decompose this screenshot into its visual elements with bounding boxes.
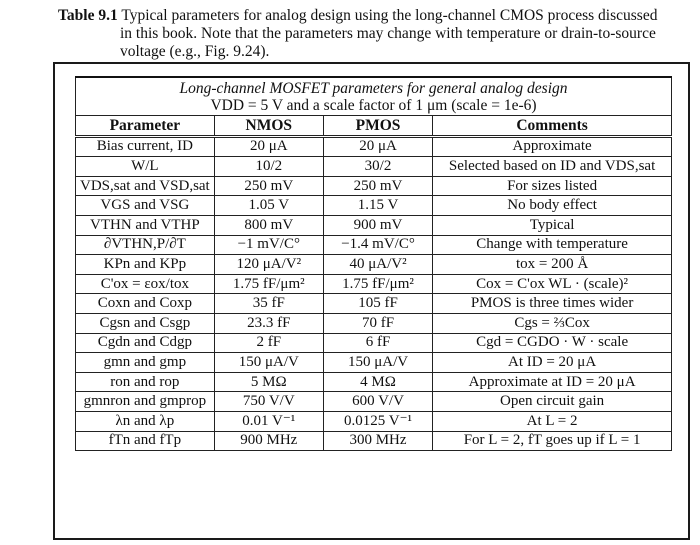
header-row [76,116,672,137]
pmos-cell: 70 fF [323,313,432,333]
table-row [76,353,672,373]
comment-cell: For sizes listed [433,176,672,196]
comment-cell: Cgd = CGDO · W · scale [433,333,672,353]
pmos-cell: 300 MHz [323,431,432,451]
pmos-cell: 30/2 [323,157,432,177]
comment-cell: Cgs = ⅔Cox [433,313,672,333]
table-row [76,196,672,216]
nmos-cell: 35 fF [214,294,323,314]
pmos-cell: 1.75 fF/μm² [323,274,432,294]
header-parameter: Parameter [76,116,215,137]
table-row [76,235,672,255]
caption-line-3: voltage (e.g., Fig. 9.24). [120,43,270,60]
comment-cell: At L = 2 [433,411,672,431]
parameter-cell: VDS,sat and VSD,sat [76,176,215,196]
table-body [76,136,672,451]
table-row [76,294,672,314]
pmos-cell: 250 mV [323,176,432,196]
parameter-cell: W/L [76,157,215,177]
table-row [76,176,672,196]
table-title-line-2: VDD = 5 V and a scale factor of 1 μm (scale = 1e-6) [210,97,537,114]
nmos-cell: 800 mV [214,215,323,235]
nmos-cell: 120 μA/V² [214,255,323,275]
parameter-cell: KPn and KPp [76,255,215,275]
header-pmos: PMOS [323,116,432,137]
parameter-cell: Coxn and Coxp [76,294,215,314]
pmos-cell: 0.0125 V⁻¹ [323,411,432,431]
table-row [76,157,672,177]
comment-cell: PMOS is three times wider [433,294,672,314]
table-title [76,77,672,116]
comment-cell: Approximate at ID = 20 μA [433,372,672,392]
comment-cell: Typical [433,215,672,235]
pmos-cell: 150 μA/V [323,353,432,373]
pmos-cell: 1.15 V [323,196,432,216]
comment-cell: Selected based on ID and VDS,sat [433,157,672,177]
pmos-cell: 105 fF [323,294,432,314]
parameter-cell: ron and rop [76,372,215,392]
nmos-cell: 0.01 V⁻¹ [214,411,323,431]
nmos-cell: 900 MHz [214,431,323,451]
comment-cell: No body effect [433,196,672,216]
parameter-cell: Bias current, ID [76,136,215,157]
table-row [76,333,672,353]
table-row [76,392,672,412]
parameter-cell: gmnron and gmprop [76,392,215,412]
nmos-cell: 150 μA/V [214,353,323,373]
parameter-cell: Cgsn and Csgp [76,313,215,333]
pmos-cell: 900 mV [323,215,432,235]
parameter-cell: fTn and fTp [76,431,215,451]
table-row [76,313,672,333]
comment-cell: Cox = C'ox WL · (scale)² [433,274,672,294]
pmos-cell: 40 μA/V² [323,255,432,275]
comment-cell: Change with temperature [433,235,672,255]
nmos-cell: 2 fF [214,333,323,353]
nmos-cell: −1 mV/C° [214,235,323,255]
table-row [76,215,672,235]
parameter-cell: VGS and VSG [76,196,215,216]
table-row [76,411,672,431]
header-nmos: NMOS [214,116,323,137]
pmos-cell: 20 μA [323,136,432,157]
nmos-cell: 10/2 [214,157,323,177]
caption-line-2: in this book. Note that the parameters may change with temperature or drain-to-source [120,25,656,42]
nmos-cell: 5 MΩ [214,372,323,392]
comment-cell: Open circuit gain [433,392,672,412]
nmos-cell: 1.75 fF/μm² [214,274,323,294]
parameter-cell: gmn and gmp [76,353,215,373]
caption-line-1: Typical parameters for analog design using the long-channel CMOS process discussed [117,7,658,24]
table-row [76,255,672,275]
table-title-line-1: Long-channel MOSFET parameters for general analog design [179,80,568,97]
table-row [76,372,672,392]
pmos-cell: 4 MΩ [323,372,432,392]
parameter-cell: VTHN and VTHP [76,215,215,235]
nmos-cell: 750 V/V [214,392,323,412]
parameters-table [75,76,672,451]
parameter-cell: ∂VTHN,P/∂T [76,235,215,255]
comment-cell: Approximate [433,136,672,157]
nmos-cell: 250 mV [214,176,323,196]
caption-label: Table 9.1 [58,7,118,24]
table-row [76,274,672,294]
table-row [76,431,672,451]
pmos-cell: −1.4 mV/C° [323,235,432,255]
table-caption [58,7,668,61]
table-row [76,136,672,157]
parameter-cell: Cgdn and Cdgp [76,333,215,353]
comment-cell: At ID = 20 μA [433,353,672,373]
comment-cell: For L = 2, fT goes up if L = 1 [433,431,672,451]
comment-cell: tox = 200 Å [433,255,672,275]
pmos-cell: 6 fF [323,333,432,353]
header-comments: Comments [433,116,672,137]
nmos-cell: 1.05 V [214,196,323,216]
pmos-cell: 600 V/V [323,392,432,412]
parameter-cell: C'ox = εox/tox [76,274,215,294]
parameter-cell: λn and λp [76,411,215,431]
nmos-cell: 20 μA [214,136,323,157]
nmos-cell: 23.3 fF [214,313,323,333]
